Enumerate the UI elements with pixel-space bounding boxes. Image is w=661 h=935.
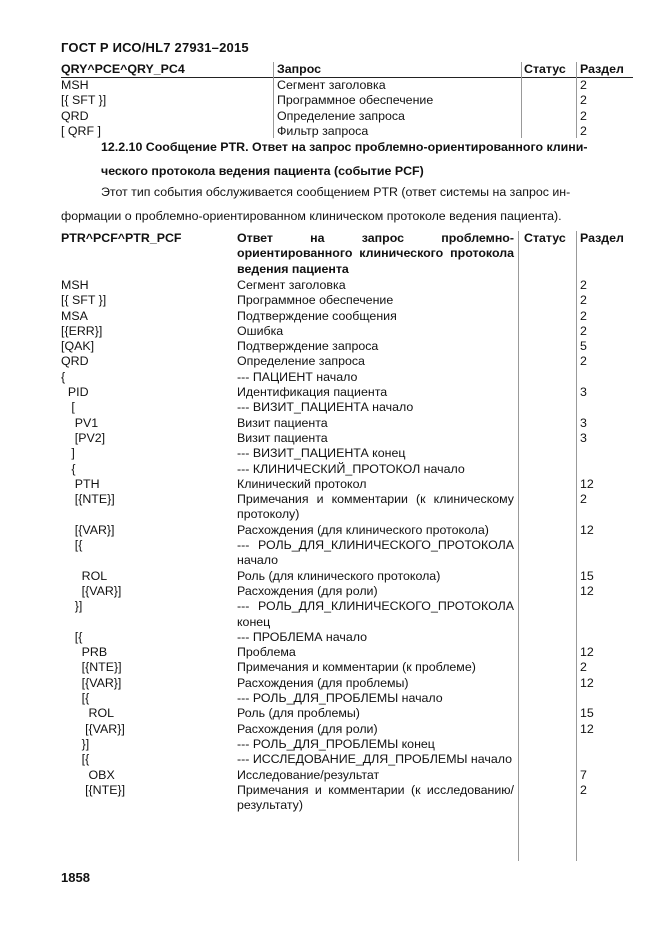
description-cell: Проблема [237,645,296,660]
section-cell: 7 [580,767,587,782]
segment-cell: }] [61,736,90,751]
header-response: Ответ на запрос проблемно-ориентированного клинического протокола ведения пациента [237,231,514,276]
header-status: Статус [524,231,566,245]
segment-cell: [{ [61,752,90,767]
section-cell: 3 [580,415,587,430]
column-divider [273,62,274,138]
segment-cell: ROL [61,568,108,583]
table-row [61,462,633,477]
section-paragraph [61,181,633,228]
segment-cell: [ [61,400,75,415]
table-row [61,645,633,660]
segment-cell: [{VAR}] [61,522,115,537]
description-cell: --- РОЛЬ_ДЛЯ_ПРОБЛЕМЫ начало [237,691,443,706]
description-cell: Расхождения (для клинического протокола) [237,522,489,537]
column-divider [576,62,577,138]
table-row [61,706,633,721]
segment-cell: [{NTE}] [61,660,122,675]
segment-cell: [{VAR}] [61,675,122,690]
description-cell: --- ВИЗИТ_ПАЦИЕНТА начало [237,400,414,415]
section-cell: 2 [580,323,587,338]
table-row [61,370,633,385]
description-cell: Подтверждение сообщения [237,308,397,323]
description-cell: --- КЛИНИЧЕСКИЙ_ПРОТОКОЛ начало [237,461,465,476]
header-message: QRY^PCE^QRY_PC4 [61,62,185,76]
segment-cell: [{ [61,538,83,553]
segment-cell: [{VAR}] [61,721,125,736]
table-row [61,78,633,93]
section-cell: 15 [580,568,594,583]
header-section: Раздел [580,62,624,76]
table-row [61,691,633,706]
segment-cell: PID [61,385,89,400]
section-cell: 2 [580,782,587,797]
section-cell: 12 [580,675,594,690]
description-cell: Роль (для клинического протокола) [237,568,441,583]
table-row [61,768,633,783]
ptr-table-body [61,278,633,813]
ptr-table-header [61,231,633,278]
section-cell: 2 [580,93,587,108]
table-row [61,660,633,675]
description-cell: Расхождения (для проблемы) [237,675,409,690]
table-row [61,278,633,293]
segment-cell: MSH [61,78,89,92]
section-cell: 12 [580,583,594,598]
segment-cell: PRB [61,645,108,660]
description-cell: Примечания и комментарии (к клиническому протоколу) [237,492,514,522]
segment-cell: QRD [61,354,89,369]
description-cell: --- ИССЛЕДОВАНИЕ_ДЛЯ_ПРОБЛЕМЫ начало [237,752,512,767]
section-cell: 15 [580,706,594,721]
table-row [61,354,633,369]
description-cell: Сегмент заголовка [237,278,346,292]
section-heading [61,136,633,183]
description-cell: Роль (для проблемы) [237,706,360,721]
section-cell: 2 [580,354,587,369]
table-row [61,109,633,124]
table-row [61,599,633,630]
segment-cell: MSA [61,308,88,323]
segment-cell: [{ SFT }] [61,293,107,308]
segment-cell: [{VAR}] [61,583,122,598]
segment-cell: PTH [61,476,100,491]
segment-cell: QRD [61,108,89,123]
column-divider [518,231,519,861]
section-cell: 12 [580,721,594,736]
section-cell: 5 [580,339,587,354]
description-cell: Сегмент заголовка [277,78,386,92]
segment-cell: [{ SFT }] [61,93,107,108]
segment-cell: [PV2] [61,430,106,445]
column-divider [521,62,522,138]
section-heading-line: 12.2.10 Сообщение PTR. Ответ на запрос проблемно-ориентированного клини- [101,140,588,154]
segment-cell: ] [61,446,75,461]
table-row [61,722,633,737]
segment-cell: [{NTE}] [61,782,126,797]
header-status: Статус [524,62,566,76]
segment-cell: OBX [61,767,115,782]
section-cell: 2 [580,78,587,92]
description-cell: Примечания и комментарии (к исследованию/результату) [237,782,514,813]
section-cell: 2 [580,124,587,139]
segment-cell: PV1 [61,415,99,430]
header-message: PTR^PCF^PTR_PCF [61,231,182,245]
table-row [61,569,633,584]
description-cell: Программное обеспечение [277,93,434,108]
description-cell: --- РОЛЬ_ДЛЯ_КЛИНИЧЕСКОГО_ПРОТОКОЛА конец [237,599,514,629]
section-cell: 3 [580,430,587,445]
description-cell: Идентификация пациента [237,385,388,400]
table-row [61,737,633,752]
paragraph-line: формации о проблемно-ориентированном клиническом протоколе ведения пациента). [61,208,562,223]
section-cell: 2 [580,278,587,292]
column-divider [576,231,577,861]
table-row [61,477,633,492]
segment-cell: [{ [61,691,90,706]
table-row [61,93,633,108]
segment-cell: [{ERR}] [61,323,103,338]
ptr-message-table [61,231,633,813]
table-row [61,416,633,431]
description-cell: Примечания и комментарии (к проблеме) [237,660,476,675]
header-section: Раздел [580,231,624,245]
section-cell: 12 [580,522,594,537]
document-header: ГОСТ Р ИСО/HL7 27931–2015 [61,40,249,55]
description-cell: Определение запроса [237,354,365,369]
table-row [61,446,633,461]
section-cell: 12 [580,645,594,660]
description-cell: Подтверждение запроса [237,339,379,354]
description-cell: --- ВИЗИТ_ПАЦИЕНТА конец [237,446,406,461]
segment-cell: [QAK] [61,339,95,354]
paragraph-line: Этот тип события обслуживается сообщением PTR (ответ системы на запрос ин- [101,185,571,199]
table-row [61,400,633,415]
description-cell: Визит пациента [237,430,328,445]
description-cell: Программное обеспечение [237,293,394,308]
description-cell: --- ПАЦИЕНТ начало [237,369,358,384]
segment-cell: ROL [61,706,115,721]
description-cell: --- РОЛЬ_ДЛЯ_ПРОБЛЕМЫ конец [237,736,435,751]
query-table-header [61,62,633,78]
segment-cell: }] [61,599,83,614]
segment-cell: [{ [61,629,83,644]
segment-cell: { [61,369,66,384]
description-cell: Клинический протокол [237,476,367,491]
table-row [61,293,633,308]
table-row [61,309,633,324]
section-cell: 12 [580,476,594,491]
table-row [61,676,633,691]
description-cell: Исследование/результат [237,767,380,782]
table-row [61,523,633,538]
description-cell: Ошибка [237,323,284,338]
table-row [61,339,633,354]
description-cell: Визит пациента [237,415,328,430]
description-cell: Определение запроса [277,108,405,123]
header-query: Запрос [277,62,322,76]
section-heading-line: ческого протокола ведения пациента (событие PCF) [101,163,424,178]
section-cell: 2 [580,660,587,675]
query-table [61,62,633,140]
table-row [61,431,633,446]
table-row [61,584,633,599]
table-row [61,492,633,523]
table-row [61,783,633,814]
table-row [61,324,633,339]
description-cell: Расхождения (для роли) [237,583,378,598]
table-row [61,630,633,645]
segment-cell: { [61,461,76,476]
section-cell: 2 [580,492,587,507]
segment-cell: [{NTE}] [61,492,115,507]
segment-cell: MSH [61,278,89,292]
section-cell: 2 [580,293,587,308]
section-cell: 3 [580,385,587,400]
description-cell: Расхождения (для роли) [237,721,378,736]
table-row [61,385,633,400]
table-row [61,538,633,569]
description-cell: Фильтр запроса [277,124,369,139]
section-cell: 2 [580,308,587,323]
segment-cell: [ QRF ] [61,124,101,139]
section-cell: 2 [580,108,587,123]
page-number: 1858 [61,870,90,885]
description-cell: --- РОЛЬ_ДЛЯ_КЛИНИЧЕСКОГО_ПРОТОКОЛА начало [237,538,514,568]
table-row [61,752,633,767]
description-cell: --- ПРОБЛЕМА начало [237,629,367,644]
